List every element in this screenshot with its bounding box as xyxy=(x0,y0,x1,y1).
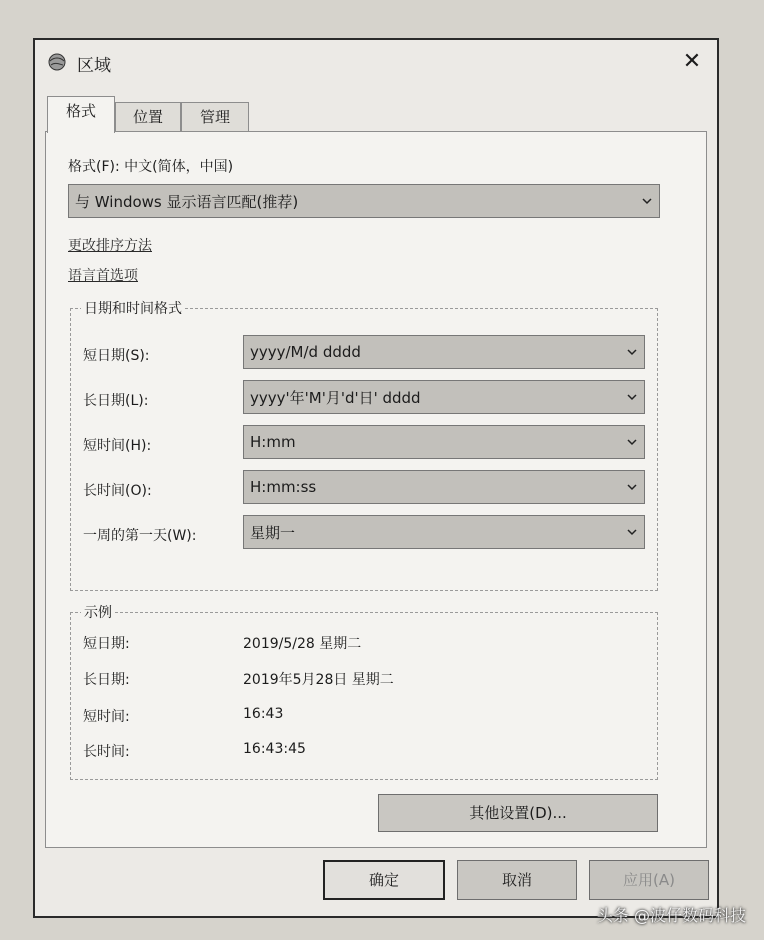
chevron-down-icon xyxy=(626,436,638,448)
chevron-down-icon xyxy=(626,346,638,358)
tab-location[interactable] xyxy=(115,102,181,132)
format-label: 格式(F): 中文(简体，中国) xyxy=(68,159,234,175)
example-short-date-value: 2019/5/28 星期二 xyxy=(243,636,362,652)
short-date-value: yyyy/M/d dddd xyxy=(250,343,361,361)
example-short-date-label: 短日期: xyxy=(83,636,130,652)
chevron-down-icon xyxy=(626,391,638,403)
format-select-value: 与 Windows 显示语言匹配(推荐) xyxy=(75,192,299,211)
long-date-value: yyyy'年'M'月'd'日' dddd xyxy=(250,388,421,407)
chevron-down-icon xyxy=(641,195,653,207)
cancel-button[interactable]: 取消 xyxy=(457,860,577,900)
ok-button[interactable]: 确定 xyxy=(323,860,445,900)
first-day-of-week-select[interactable] xyxy=(243,515,645,549)
examples-group xyxy=(70,605,658,780)
language-preferences-link[interactable]: 语言首选项 xyxy=(68,268,138,284)
example-short-time-label: 短时间: xyxy=(83,709,130,725)
short-time-select[interactable] xyxy=(243,425,645,459)
region-dialog xyxy=(33,38,719,918)
examples-group-title: 示例 xyxy=(81,602,115,622)
watermark-text: 头条 @波仔数码科技 xyxy=(596,906,746,925)
tab-format[interactable] xyxy=(47,96,115,133)
long-date-select[interactable] xyxy=(243,380,645,414)
short-time-value: H:mm xyxy=(250,433,296,451)
close-button[interactable] xyxy=(675,46,709,78)
example-long-date-label: 长日期: xyxy=(83,672,130,688)
short-date-label: 短日期(S): xyxy=(83,348,150,364)
example-long-time-label: 长时间: xyxy=(83,744,130,760)
example-short-time-value: 16:43 xyxy=(243,706,284,722)
long-time-value: H:mm:ss xyxy=(250,478,317,496)
format-tab-panel xyxy=(45,131,707,848)
tab-location-label: 位置 xyxy=(132,108,163,126)
tab-administrative-label: 管理 xyxy=(199,108,230,126)
chevron-down-icon xyxy=(626,526,638,538)
tab-format-label: 格式 xyxy=(65,102,96,120)
title-bar xyxy=(35,40,717,86)
example-long-time-value: 16:43:45 xyxy=(243,741,306,757)
short-date-select[interactable] xyxy=(243,335,645,369)
chevron-down-icon xyxy=(626,481,638,493)
example-long-date-value: 2019年5月28日 星期二 xyxy=(243,672,394,688)
datetime-group-title: 日期和时间格式 xyxy=(81,298,185,318)
region-globe-icon xyxy=(47,52,67,72)
change-sort-link[interactable]: 更改排序方法 xyxy=(68,238,152,254)
long-date-label: 长日期(L): xyxy=(83,393,149,409)
long-time-label: 长时间(O): xyxy=(83,483,152,499)
format-select[interactable] xyxy=(68,184,660,218)
datetime-format-group xyxy=(70,301,658,591)
first-day-of-week-value: 星期一 xyxy=(250,523,296,542)
short-time-label: 短时间(H): xyxy=(83,438,152,454)
apply-button[interactable]: 应用(A) xyxy=(589,860,709,900)
close-icon: ✕ xyxy=(682,49,702,74)
long-time-select[interactable] xyxy=(243,470,645,504)
first-day-of-week-label: 一周的第一天(W): xyxy=(83,528,197,544)
window-title: 区域 xyxy=(77,56,111,76)
tab-administrative[interactable] xyxy=(181,102,249,132)
other-settings-button[interactable]: 其他设置(D)... xyxy=(378,794,658,832)
